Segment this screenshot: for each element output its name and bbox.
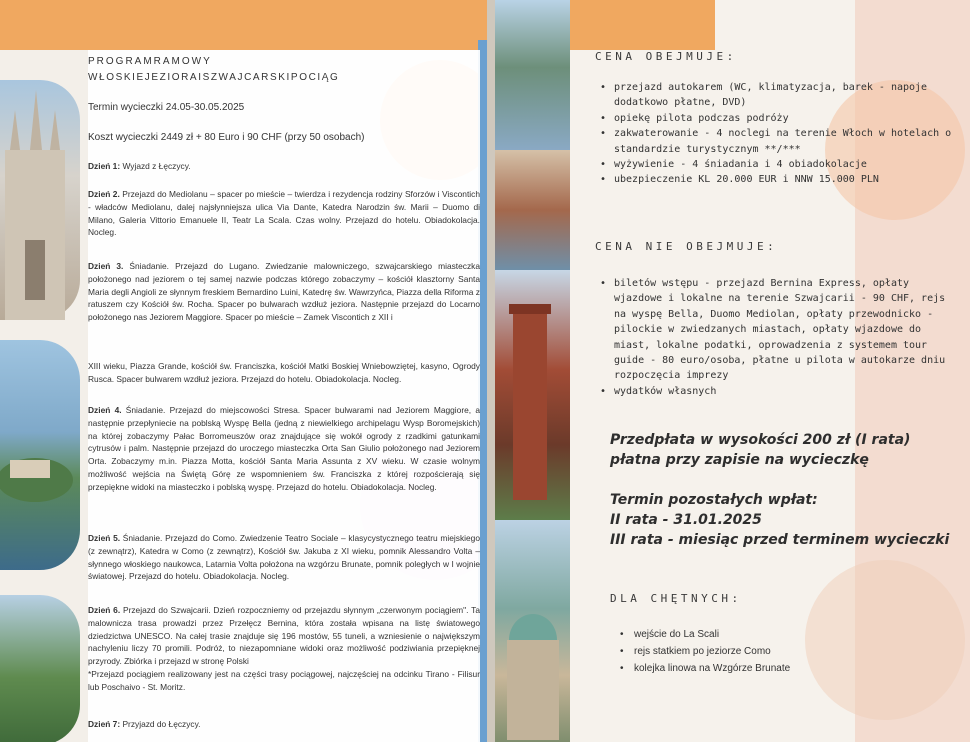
day-3 bbox=[88, 260, 480, 324]
deposit-line: Przedpłata w wysokości 200 zł (I rata) bbox=[610, 432, 911, 448]
deposit-info bbox=[610, 430, 910, 470]
tower-icon bbox=[495, 270, 570, 520]
dome-icon bbox=[495, 520, 570, 742]
cathedral-icon bbox=[0, 80, 80, 320]
day-text: XIII wieku, Piazza Grande, kościół św. Franciszka, kościół Matki Boskiej Wniebowziętej, kasyno, Ogrody Rusca. Spacer bulwarem wzdłuż jeziora. Przejazd do hotelu. Obiadokolacja. Nocleg. bbox=[88, 361, 480, 384]
trip-cost: Koszt wycieczki 2449 zł + 80 Euro i 90 CHF (przy 50 osobach) bbox=[88, 132, 365, 143]
list-item: • wydatków własnych bbox=[600, 384, 960, 399]
day-7 bbox=[88, 718, 480, 731]
day-label: Dzień 4. bbox=[88, 405, 122, 415]
list-item: • biletów wstępu - przejazd Bernina Express, opłaty wjazdowe i lokalne na terenie Szwajcarii - 90 CHF, rejs na wyspę Bella, Duomo Mediolan, opłaty przewodnicko - pilockie w zwiedzanych miastach, opłaty wjazdowe do miast, lokalne podatki, oprowadzenia z systemem tour guide - 80 euro/osoba, płatne u pilota w autokarze dniu rozpoczęcia imprezy bbox=[600, 276, 960, 384]
day-6 bbox=[88, 604, 480, 668]
includes-title: CENA OBEJMUJE: bbox=[595, 50, 737, 63]
day-label: Dzień 2. bbox=[88, 189, 120, 199]
day-label: Dzień 6. bbox=[88, 605, 121, 615]
list-item: • zakwaterowanie - 4 noclegi na terenie Włoch w hotelach o standardzie turystycznym **/*** bbox=[600, 126, 960, 157]
program-title-line1: PROGRAMRAMOWY bbox=[88, 56, 212, 67]
photo-lakeside-town bbox=[495, 150, 570, 270]
payment-schedule bbox=[610, 490, 949, 550]
list-item: • rejs statkiem po jeziorze Como bbox=[620, 643, 790, 660]
day-text: Przejazd do Szwajcarii. Dzień rozpoczniemy od przejazdu słynnym „czerwonym pociągiem". Ta malownicza trasa prowadzi przez Przełęcz Bernina, która została wpisana na listę światowego dziedzictwa UNESCO. Na całej trasie znajduje się 196 mostów, 55 tuneli, a wzniesienie o największym nachyleniu liczy 70 promili. Podróż, to niezapomniane widoki oraz możliwość podziwiania przepięknej przyrody. Zbiórka i przejazd w stronę Polski bbox=[88, 605, 480, 667]
deposit-line: płatna przy zapisie na wycieczkę bbox=[610, 452, 869, 468]
day-text: *Przejazd pociągiem realizowany jest na części trasy pociągowej, najczęściej na odcinku Tirano - Filisur lub Poschaivo - St. Moritz. bbox=[88, 669, 480, 692]
photo-lake-island bbox=[0, 340, 80, 570]
day-text: Wyjazd z Łęczycy. bbox=[120, 161, 191, 171]
right-page bbox=[495, 0, 970, 742]
excludes-list bbox=[600, 276, 960, 399]
train-note bbox=[88, 668, 480, 694]
day-text: Śniadanie. Przejazd do miejscowości Stresa. Spacer bulwarami nad Jeziorem Maggiore, a następnie przepłyniecie na poblską Wyspę Bella (jedną z niewielkiego archipelagu Wysp Boromejskich) na której zobaczymy Pałac Borromeuszów oraz znajdujące się wokół ogrody z rzadkimi gatunkami cytrusów i palm. Następnie przejazd do uroczego miasteczka Orta San Giulio położonego nad Jeziorem Orta. Zobaczymy m.in. Piazza Motta, kościół Santa Maria Assunta z XV wieku. W czasie wolnym możliwość wejścia na Świętą Górę ze wspomnieniem św. Franciszka z której rozpościerają się przepiękne widoki na miasteczko i poblską wyspę. Przejazd do hotelu. Obiadokolacja. Nocleg. bbox=[88, 405, 480, 492]
photo-como-dome bbox=[495, 520, 570, 742]
day-text: Śniadanie. Przejazd do Como. Zwiedzenie Teatro Sociale – klasycystycznego teatru miejskiego (z zewnątrz), Katedra w Como (z zewnątrz), Kościół św. Jakuba z XI wieku, pomnik Alessandro Volta – słynnego włoskiego naukowca, Latarnia Volta położona na wzgórzu Brunate, pomnik poległych w I wojnie światowej. Przejazd do hotelu. Obiadokolacja. Nocleg. bbox=[88, 533, 481, 582]
optional-list bbox=[620, 626, 790, 678]
list-item: • wejście do La Scali bbox=[620, 626, 790, 643]
list-item: • wyżywienie - 4 śniadania i 4 obiadokolacje bbox=[600, 157, 960, 172]
payment-line: III rata - miesiąc przed terminem wycieczki bbox=[610, 532, 950, 548]
day-label: Dzień 5. bbox=[88, 533, 121, 543]
day-5 bbox=[88, 532, 480, 583]
day-3-continued bbox=[88, 360, 480, 386]
price-info bbox=[570, 0, 960, 742]
day-1 bbox=[88, 160, 480, 173]
orange-header-band bbox=[0, 0, 487, 50]
day-label: Dzień 7: bbox=[88, 719, 121, 729]
day-4 bbox=[88, 404, 480, 494]
program-text bbox=[88, 50, 480, 742]
day-text: Śniadanie. Przejazd do Lugano. Zwiedzanie malowniczego, szwajcarskiego miasteczka położonego nad jeziorem o tej samej nazwie podczas którego zobaczymy – kościół klasztorny Santa Maria degli Angioli ze słynnym freskiem Bernardino Luini, Katedrę św. Wawrzyńca, Piazza della Riforma z ratuszem czy Kościół św. Rocha. Spacer po bulwarach wzdłuż jeziora. Następnie przejazd do Locarno położonego nas Jeziorem Maggiore. Spacer po mieście – Zamek Viscontich z XII i bbox=[88, 261, 480, 323]
photo-trees bbox=[0, 595, 80, 742]
list-item: • kolejka linowa na Wzgórze Brunate bbox=[620, 660, 790, 677]
island-icon bbox=[0, 340, 80, 570]
photo-milan-cathedral bbox=[0, 80, 80, 320]
photo-mountain-lake bbox=[495, 0, 570, 150]
photo-castle-tower bbox=[495, 270, 570, 520]
list-item: • opiekę pilota podczas podróży bbox=[600, 111, 960, 126]
photo-column bbox=[0, 50, 80, 742]
list-item: • przejazd autokarem (WC, klimatyzacja, barek - napoje dodatkowo płatne, DVD) bbox=[600, 80, 960, 111]
day-label: Dzień 3. bbox=[88, 261, 124, 271]
day-2 bbox=[88, 188, 480, 239]
includes-list bbox=[600, 80, 960, 188]
photo-column bbox=[495, 0, 570, 742]
excludes-title: CENA NIE OBEJMUJE: bbox=[595, 240, 778, 253]
page-gutter bbox=[487, 0, 495, 742]
payment-line: Termin pozostałych wpłat: bbox=[610, 492, 818, 508]
day-text: Przejazd do Mediolanu – spacer po mieście – twierdza i rezydencja rodziny Sforzów i Viscontich - władców Mediolanu, dalej najsłynniejsza ulica Via Dante, Katedra Narodzin św. Marii – Duomo di Milano, Galeria Vittorio Emanuele II, Teatr La Scala. Czas wolny. Przejazd do hotelu. Obiadokolacja. Nocleg. bbox=[88, 189, 480, 238]
list-item: • ubezpieczenie KL 20.000 EUR i NNW 15.000 PLN bbox=[600, 172, 960, 187]
payment-line: II rata - 31.01.2025 bbox=[610, 512, 762, 528]
trip-dates: Termin wycieczki 24.05-30.05.2025 bbox=[88, 102, 245, 113]
optional-title: DLA CHĘTNYCH: bbox=[610, 592, 742, 605]
day-label: Dzień 1: bbox=[88, 161, 121, 171]
program-title-line2: WŁOSKIEJEZIORAISZWAJCARSKIPOCIĄG bbox=[88, 72, 340, 83]
day-text: Przyjazd do Łęczycy. bbox=[120, 719, 201, 729]
